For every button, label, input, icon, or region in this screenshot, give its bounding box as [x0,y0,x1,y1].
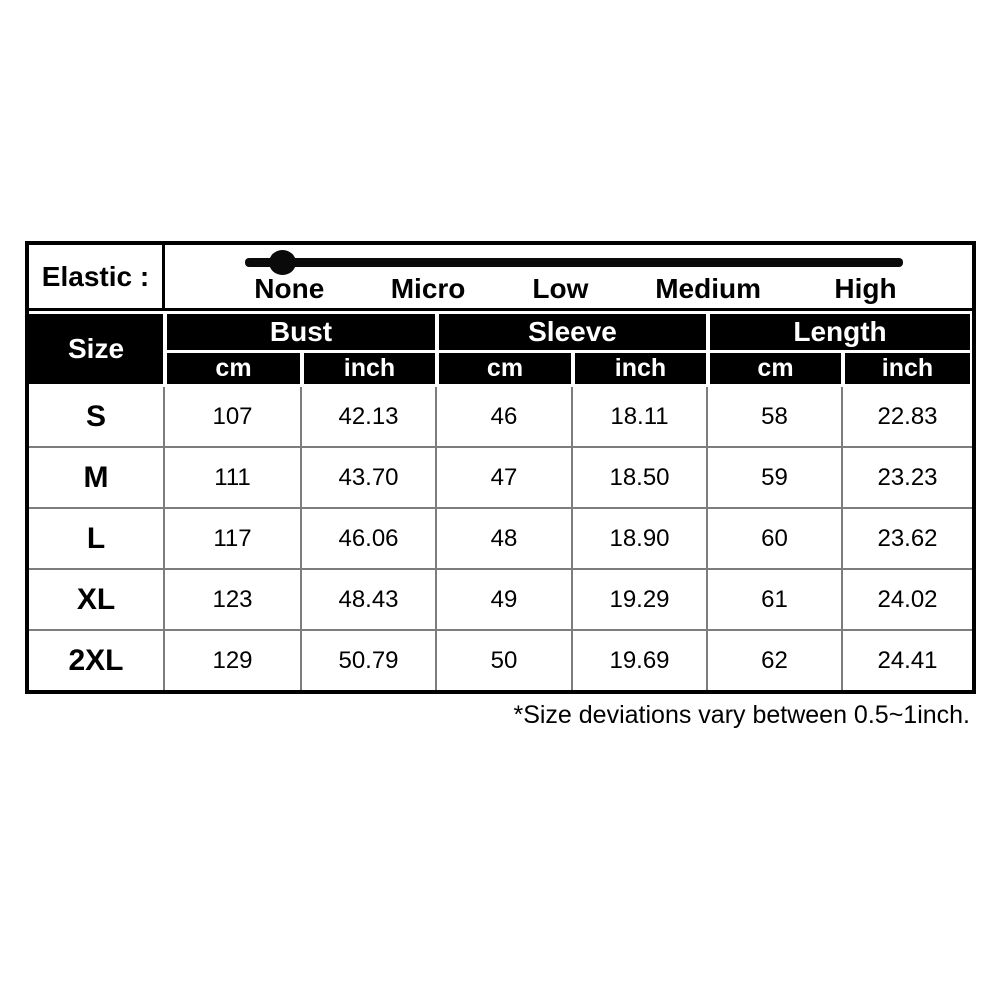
elastic-row [29,245,972,311]
length-inch-value: 22.83 [843,387,972,448]
bust-inch-value: 46.06 [302,509,437,570]
bust-inch-value: 48.43 [302,570,437,631]
sleeve-cm-header: cm [437,350,573,387]
slider-knob-icon [269,250,296,275]
bust-cm-value: 111 [165,448,302,509]
bust-cm-value: 129 [165,631,302,690]
length-cm-value: 59 [708,448,843,509]
sleeve-inch-header: inch [573,350,708,387]
bust-cm-value: 117 [165,509,302,570]
bust-cm-header: cm [165,350,302,387]
sleeve-inch-value: 19.29 [573,570,708,631]
elastic-level-low: Low [532,273,589,304]
sleeve-cm-value: 49 [437,570,573,631]
length-inch-value: 23.23 [843,448,972,509]
group-header-row [29,311,972,350]
elastic-level-high: High [834,273,897,304]
bust-inch-value: 50.79 [302,631,437,690]
elastic-level-none: None [254,273,325,304]
size-label: XL [29,570,165,631]
table-row-m [29,448,972,509]
table-row-s [29,387,972,448]
size-deviation-footnote: *Size deviations vary between 0.5~1inch. [513,701,970,729]
length-cm-value: 61 [708,570,843,631]
bust-cm-value: 107 [165,387,302,448]
slider-track-icon [245,258,903,267]
bust-cm-value: 123 [165,570,302,631]
length-cm-value: 62 [708,631,843,690]
sleeve-cm-value: 46 [437,387,573,448]
bust-inch-value: 43.70 [302,448,437,509]
sleeve-inch-value: 18.11 [573,387,708,448]
sleeve-cm-value: 48 [437,509,573,570]
length-cm-value: 58 [708,387,843,448]
elastic-label: Elastic : [29,245,165,311]
elastic-slider [165,245,972,311]
bust-inch-value: 42.13 [302,387,437,448]
elastic-level-medium: Medium [655,273,761,304]
length-inch-value: 24.02 [843,570,972,631]
size-label: M [29,448,165,509]
sleeve-cm-value: 50 [437,631,573,690]
size-chart-table [25,241,976,694]
elastic-level-micro: Micro [390,273,466,304]
size-column-header: Size [29,311,165,387]
sleeve-inch-value: 18.90 [573,509,708,570]
bust-inch-header: inch [302,350,437,387]
sleeve-group-header: Sleeve [437,311,708,350]
table-row-2xl [29,631,972,690]
length-cm-value: 60 [708,509,843,570]
length-inch-value: 23.62 [843,509,972,570]
length-group-header: Length [708,311,972,350]
sleeve-cm-value: 47 [437,448,573,509]
size-chart-image [25,0,976,730]
table-row-xl [29,570,972,631]
length-cm-header: cm [708,350,843,387]
sleeve-inch-value: 18.50 [573,448,708,509]
size-label: 2XL [29,631,165,690]
sleeve-inch-value: 19.69 [573,631,708,690]
size-label: S [29,387,165,448]
length-inch-value: 24.41 [877,646,938,674]
table-row-l [29,509,972,570]
unit-header-row [29,350,972,387]
bust-group-header: Bust [165,311,437,350]
length-inch-header: inch [843,350,972,387]
elastic-scale-labels [165,273,972,305]
size-label: L [29,509,165,570]
